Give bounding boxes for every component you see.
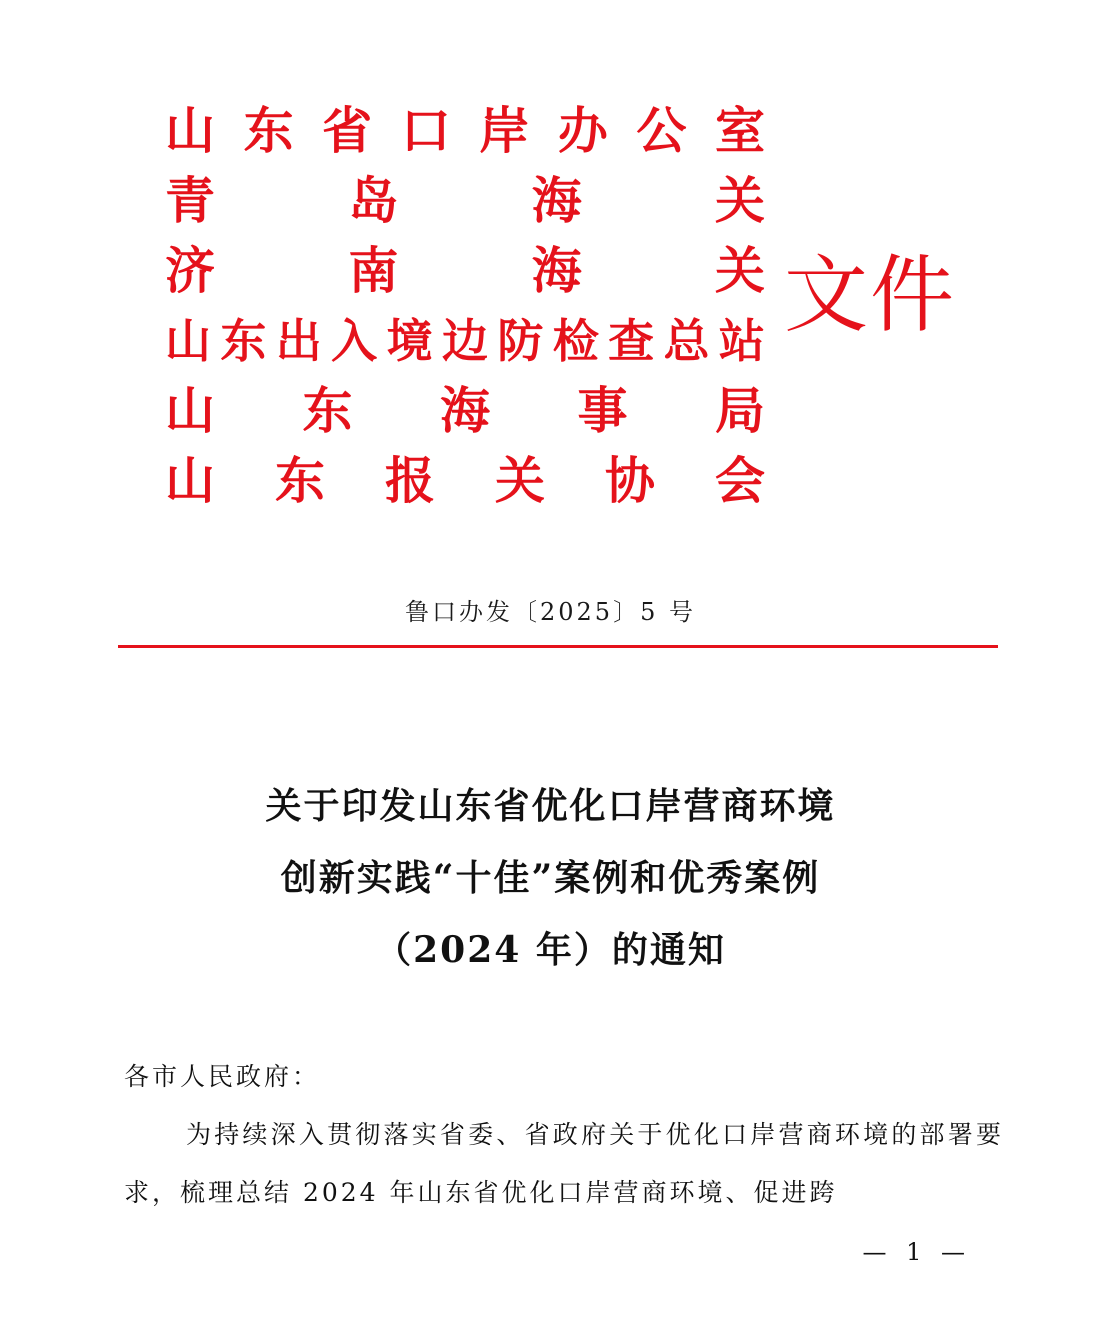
issuer-char: 关 xyxy=(714,241,765,300)
issuer-char: 关 xyxy=(495,451,545,510)
issuer-char: 山 xyxy=(165,314,211,368)
title-line-3: （2024 年）的通知 xyxy=(375,929,726,971)
document-mark: 文件 xyxy=(784,246,957,344)
issuer-header xyxy=(165,96,765,516)
issuer-char: 边 xyxy=(441,314,488,368)
issuer-char: 口 xyxy=(400,101,451,160)
issuer-char: 岛 xyxy=(348,171,399,230)
issuer-line-4 xyxy=(165,306,765,376)
issuer-line-1 xyxy=(165,96,765,166)
issuer-char: 检 xyxy=(552,314,599,368)
issuer-char: 山 xyxy=(165,381,215,440)
issuer-char: 查 xyxy=(608,314,655,368)
issuer-char: 岸 xyxy=(479,101,530,160)
issuer-char: 东 xyxy=(220,314,267,368)
document-body xyxy=(124,1052,1004,1222)
issuer-char: 公 xyxy=(636,101,687,160)
issuer-char: 防 xyxy=(497,314,544,368)
issuer-char: 室 xyxy=(714,101,765,160)
document-number: 鲁口办发〔2025〕5 号 xyxy=(405,598,696,626)
title-line-2: 创新实践“十佳”案例和优秀案例 xyxy=(280,857,821,899)
issuer-line-6 xyxy=(165,446,765,516)
issuer-char: 东 xyxy=(243,101,294,160)
issuer-line-2 xyxy=(165,166,765,236)
issuer-char: 关 xyxy=(714,171,765,230)
issuer-line-5 xyxy=(165,376,765,446)
red-divider xyxy=(118,645,998,648)
issuer-char: 局 xyxy=(715,381,765,440)
issuer-char: 境 xyxy=(386,314,433,368)
salutation: 各市人民政府： xyxy=(124,1062,321,1091)
issuer-char: 东 xyxy=(275,451,325,510)
issuer-char: 报 xyxy=(385,451,435,510)
issuer-char: 总 xyxy=(663,314,710,368)
issuer-char: 协 xyxy=(605,451,655,510)
issuer-char: 山 xyxy=(165,451,215,510)
issuer-line-3 xyxy=(165,236,765,306)
issuer-char: 会 xyxy=(715,451,765,510)
issuer-char: 出 xyxy=(275,314,322,368)
body-paragraph: 为持续深入贯彻落实省委、省政府关于优化口岸营商环境的部署要求，梳理总结 2024 年山东省优化口岸营商环境、促进跨 xyxy=(124,1120,1004,1207)
issuer-char: 海 xyxy=(440,381,490,440)
page-number: — 1 — xyxy=(862,1238,971,1266)
issuer-char: 济 xyxy=(165,241,215,300)
issuer-char: 办 xyxy=(557,101,608,160)
issuer-char: 入 xyxy=(331,314,378,368)
issuer-char: 站 xyxy=(718,314,765,368)
document-title xyxy=(0,770,1101,986)
issuer-char: 东 xyxy=(302,381,353,440)
issuer-char: 事 xyxy=(577,381,628,440)
issuer-char: 青 xyxy=(165,171,215,230)
title-line-1: 关于印发山东省优化口岸营商环境 xyxy=(265,785,836,827)
issuer-char: 南 xyxy=(348,241,399,300)
issuer-char: 山 xyxy=(165,101,215,160)
issuer-char: 省 xyxy=(322,101,373,160)
issuer-char: 海 xyxy=(531,241,582,300)
issuer-char: 海 xyxy=(531,171,582,230)
